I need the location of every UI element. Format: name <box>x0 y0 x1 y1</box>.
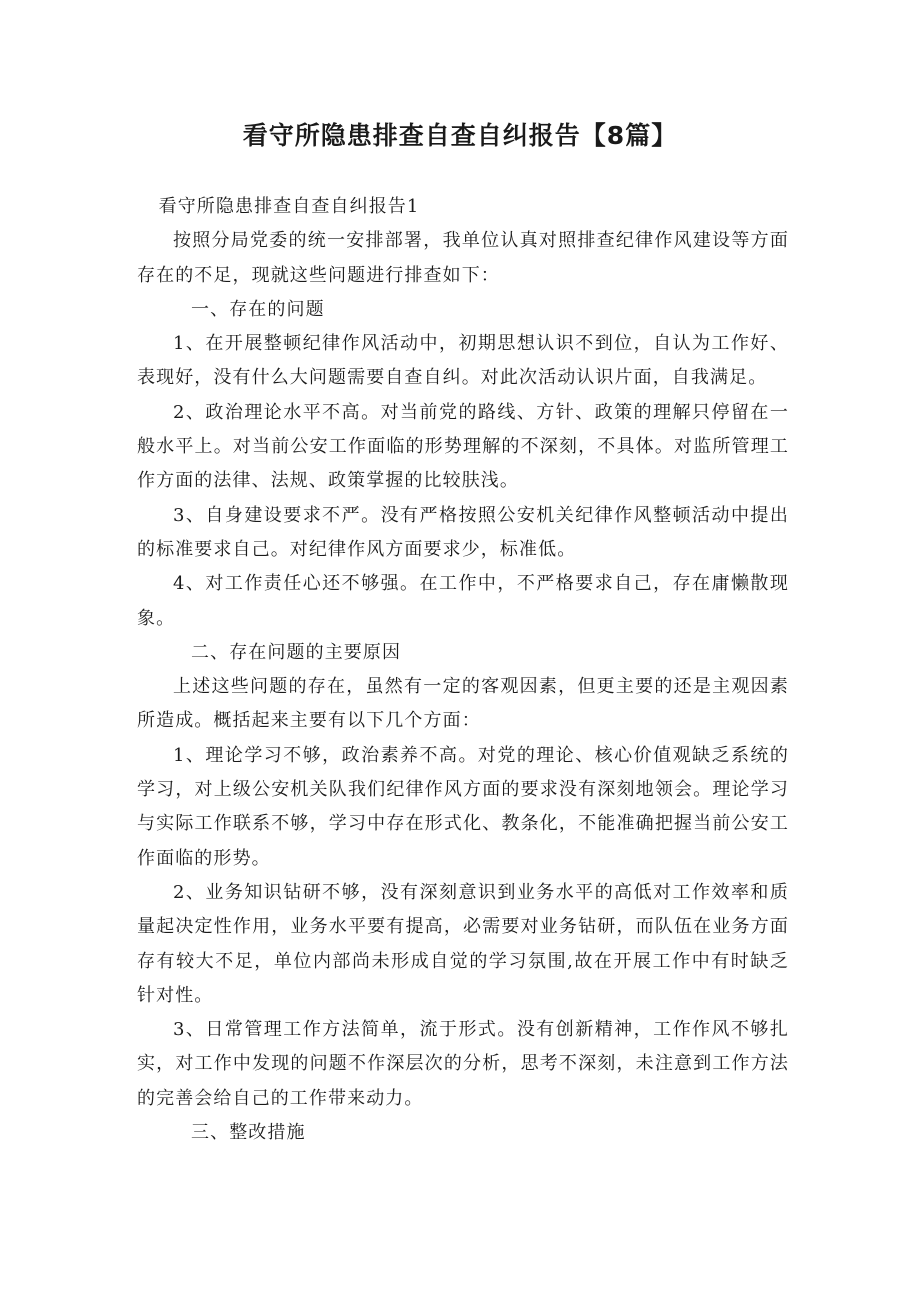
section-heading-measures: 三、整改措施 <box>191 1122 306 1144</box>
problem-item-1: 1、在开展整顿纪律作风活动中，初期思想认识不到位，自认为工作好、表现好，没有什么大问题需要自查自纠。对此次活动认识片面，自我满足。 <box>137 333 789 389</box>
section-heading-causes: 二、存在问题的主要原因 <box>191 641 402 663</box>
document-title: 看守所隐患排查自查自纠报告【8篇】 <box>242 121 678 150</box>
causes-intro-paragraph: 上述这些问题的存在，虽然有一定的客观因素，但更主要的还是主观因素所造成。概括起来主要有以下几个方面： <box>137 676 789 732</box>
cause-item-1: 1、理论学习不够，政治素养不高。对党的理论、核心价值观缺乏系统的学习，对上级公安机关队我们纪律作风方面的要求没有深刻地领会。理论学习与实际工作联系不够，学习中存在形式化、教条化，不能准确把握当前公安工作面临的形势。 <box>137 744 789 869</box>
cause-item-3: 3、日常管理工作方法简单，流于形式。没有创新精神，工作作风不够扎实，对工作中发现的问题不作深层次的分析，思考不深刻，未注意到工作方法的完善会给自己的工作带来动力。 <box>137 1019 789 1109</box>
cause-item-2: 2、业务知识钻研不够，没有深刻意识到业务水平的高低对工作效率和质量起决定性作用，业务水平要有提高，必需要对业务钻研，而队伍在业务方面存有较大不足，单位内部尚未形成自觉的学习氛围,故在开展工作中有时缺乏针对性。 <box>137 881 789 1006</box>
section-heading-problems: 一、存在的问题 <box>191 298 325 320</box>
document-body <box>137 190 789 1150</box>
problem-item-2: 2、政治理论水平不高。对当前党的路线、方针、政策的理解只停留在一般水平上。对当前公安工作面临的形势理解的不深刻，不具体。对监所管理工作方面的法律、法规、政策掌握的比较肤浅。 <box>137 401 789 492</box>
report-subtitle: 看守所隐患排查自查自纠报告1 <box>158 196 420 217</box>
problem-item-4: 4、对工作责任心还不够强。在工作中，不严格要求自己，存在庸懒散现象。 <box>137 573 789 629</box>
problem-item-3: 3、自身建设要求不严。没有严格按照公安机关纪律作风整顿活动中提出的标准要求自己。对纪律作风方面要求少，标准低。 <box>137 504 789 560</box>
intro-paragraph: 按照分局党委的统一安排部署，我单位认真对照排查纪律作风建设等方面存在的不足，现就这些问题进行排查如下： <box>137 230 789 286</box>
